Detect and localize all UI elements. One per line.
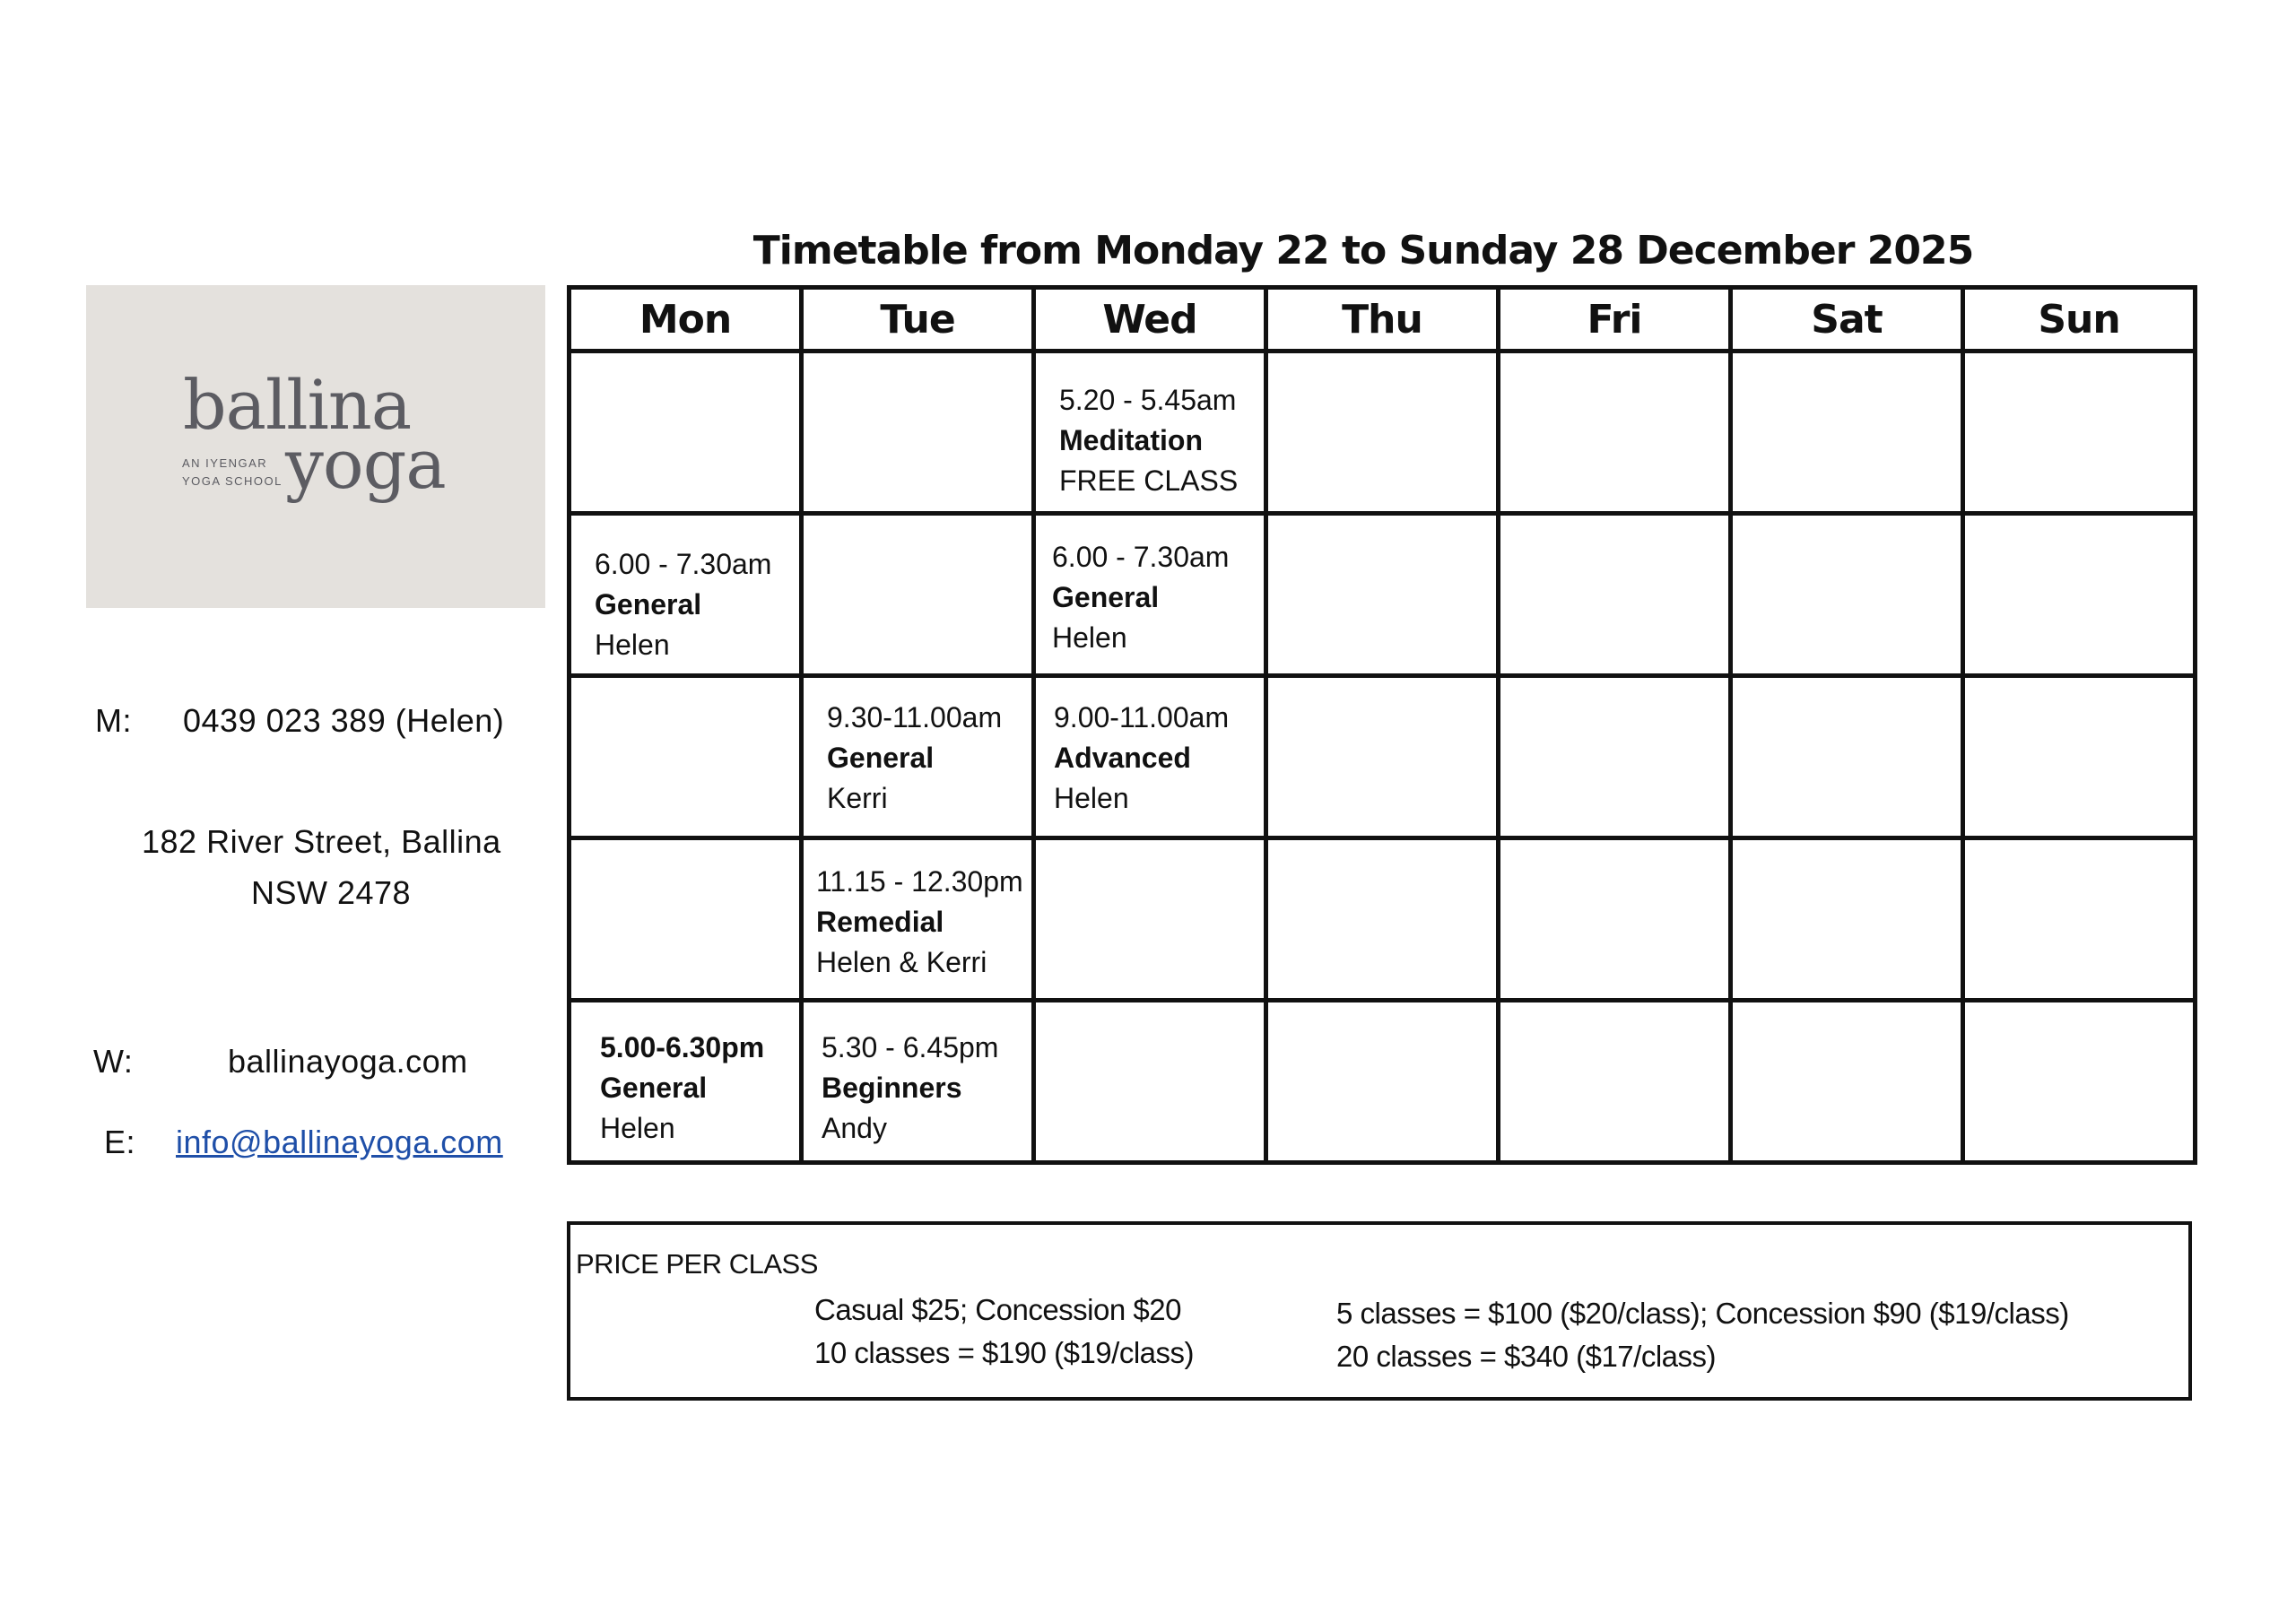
- timetable-row: [570, 676, 2196, 838]
- class-cell: [802, 1001, 1034, 1163]
- empty-cell: [1731, 838, 1963, 1001]
- pricing-heading: PRICE PER CLASS: [576, 1248, 818, 1280]
- class-time: 5.30 - 6.45pm: [822, 1031, 999, 1063]
- class-cell: [802, 838, 1034, 1001]
- day-header-sun: Sun: [1963, 288, 2196, 352]
- timetable-title: Timetable from Monday 22 to Sunday 28 December 2025: [752, 228, 1974, 273]
- day-header-tue: Tue: [802, 288, 1034, 352]
- timetable: [567, 285, 2197, 1165]
- day-header-sat: Sat: [1731, 288, 1963, 352]
- empty-cell: [570, 352, 802, 514]
- empty-cell: [1731, 352, 1963, 514]
- class-name: General: [827, 742, 935, 774]
- price-casual: Casual $25; Concession $20: [814, 1293, 1181, 1326]
- timetable-row: [570, 838, 2196, 1001]
- empty-cell: [1034, 838, 1266, 1001]
- class-time: 6.00 - 7.30am: [1052, 541, 1230, 573]
- empty-cell: [1499, 352, 1731, 514]
- class-cell: [1034, 514, 1266, 676]
- email-link[interactable]: [176, 1124, 503, 1161]
- mobile-number: 0439 023 389 (Helen): [183, 702, 505, 739]
- class-time: 5.00-6.30pm: [600, 1031, 765, 1063]
- empty-cell: [1266, 838, 1499, 1001]
- price-five-classes: 5 classes = $100 ($20/class); Concession $90 ($19/class): [1336, 1297, 2069, 1330]
- empty-cell: [1499, 1001, 1731, 1163]
- address-line2: NSW 2478: [251, 874, 412, 911]
- empty-cell: [1266, 676, 1499, 838]
- timetable-row: [570, 514, 2196, 676]
- class-name: General: [595, 588, 702, 621]
- class-cell: [1034, 676, 1266, 838]
- email-label: E:: [104, 1124, 136, 1160]
- day-header-thu: Thu: [1266, 288, 1499, 352]
- class-teacher: Kerri: [827, 782, 888, 814]
- class-note: FREE CLASS: [1059, 464, 1239, 497]
- empty-cell: [1963, 514, 2196, 676]
- timetable-row: [570, 352, 2196, 514]
- class-name: Remedial: [816, 906, 944, 938]
- address-line1: 182 River Street, Ballina: [142, 823, 501, 860]
- empty-cell: [1266, 514, 1499, 676]
- class-time: 9.00-11.00am: [1054, 701, 1230, 733]
- price-ten-classes: 10 classes = $190 ($19/class): [814, 1336, 1194, 1369]
- class-time: 5.20 - 5.45am: [1059, 384, 1237, 416]
- website-link[interactable]: ballinayoga.com: [228, 1043, 468, 1080]
- empty-cell: [1499, 676, 1731, 838]
- class-name: General: [1052, 581, 1160, 613]
- empty-cell: [1499, 838, 1731, 1001]
- day-header-row: [570, 288, 2196, 352]
- logo-tagline-1: AN IYENGAR: [182, 456, 268, 470]
- empty-cell: [1963, 838, 2196, 1001]
- class-teacher: Helen: [1054, 782, 1129, 814]
- empty-cell: [570, 838, 802, 1001]
- class-cell: [802, 676, 1034, 838]
- empty-cell: [1731, 514, 1963, 676]
- timetable-row: [570, 1001, 2196, 1163]
- empty-cell: [802, 352, 1034, 514]
- class-name: Beginners: [822, 1072, 962, 1104]
- logo-graphic: [86, 285, 545, 608]
- class-teacher: Andy: [822, 1112, 887, 1144]
- class-cell: [570, 1001, 802, 1163]
- class-name: General: [600, 1072, 708, 1104]
- empty-cell: [1963, 676, 2196, 838]
- empty-cell: [1963, 352, 2196, 514]
- empty-cell: [1731, 1001, 1963, 1163]
- empty-cell: [1963, 1001, 2196, 1163]
- empty-cell: [1731, 676, 1963, 838]
- class-teacher: Helen: [600, 1112, 675, 1144]
- day-header-fri: Fri: [1499, 288, 1731, 352]
- logo-word-yoga: yoga: [285, 424, 446, 504]
- logo-tagline-2: YOGA SCHOOL: [182, 474, 283, 488]
- logo: [86, 285, 545, 608]
- day-header-wed: Wed: [1034, 288, 1266, 352]
- class-time: 11.15 - 12.30pm: [816, 865, 1023, 898]
- logo-word-ballina: ballina: [183, 365, 412, 445]
- class-time: 6.00 - 7.30am: [595, 548, 772, 580]
- class-teacher: Helen: [595, 629, 670, 661]
- email-link-text[interactable]: info@ballinayoga.com: [176, 1124, 503, 1160]
- class-name: Meditation: [1059, 424, 1203, 456]
- empty-cell: [802, 514, 1034, 676]
- empty-cell: [1499, 514, 1731, 676]
- class-teacher: Helen: [1052, 621, 1127, 654]
- class-teacher: Helen & Kerri: [816, 946, 987, 978]
- empty-cell: [1266, 1001, 1499, 1163]
- web-label: W:: [93, 1043, 134, 1080]
- price-twenty-classes: 20 classes = $340 ($17/class): [1336, 1340, 1716, 1373]
- pricing-box: [567, 1221, 2192, 1401]
- class-cell: [1034, 352, 1266, 514]
- day-header-mon: Mon: [570, 288, 802, 352]
- class-time: 9.30-11.00am: [827, 701, 1003, 733]
- empty-cell: [1034, 1001, 1266, 1163]
- class-cell: [570, 514, 802, 676]
- class-name: Advanced: [1054, 742, 1191, 774]
- empty-cell: [570, 676, 802, 838]
- mobile-label: M:: [95, 702, 132, 739]
- empty-cell: [1266, 352, 1499, 514]
